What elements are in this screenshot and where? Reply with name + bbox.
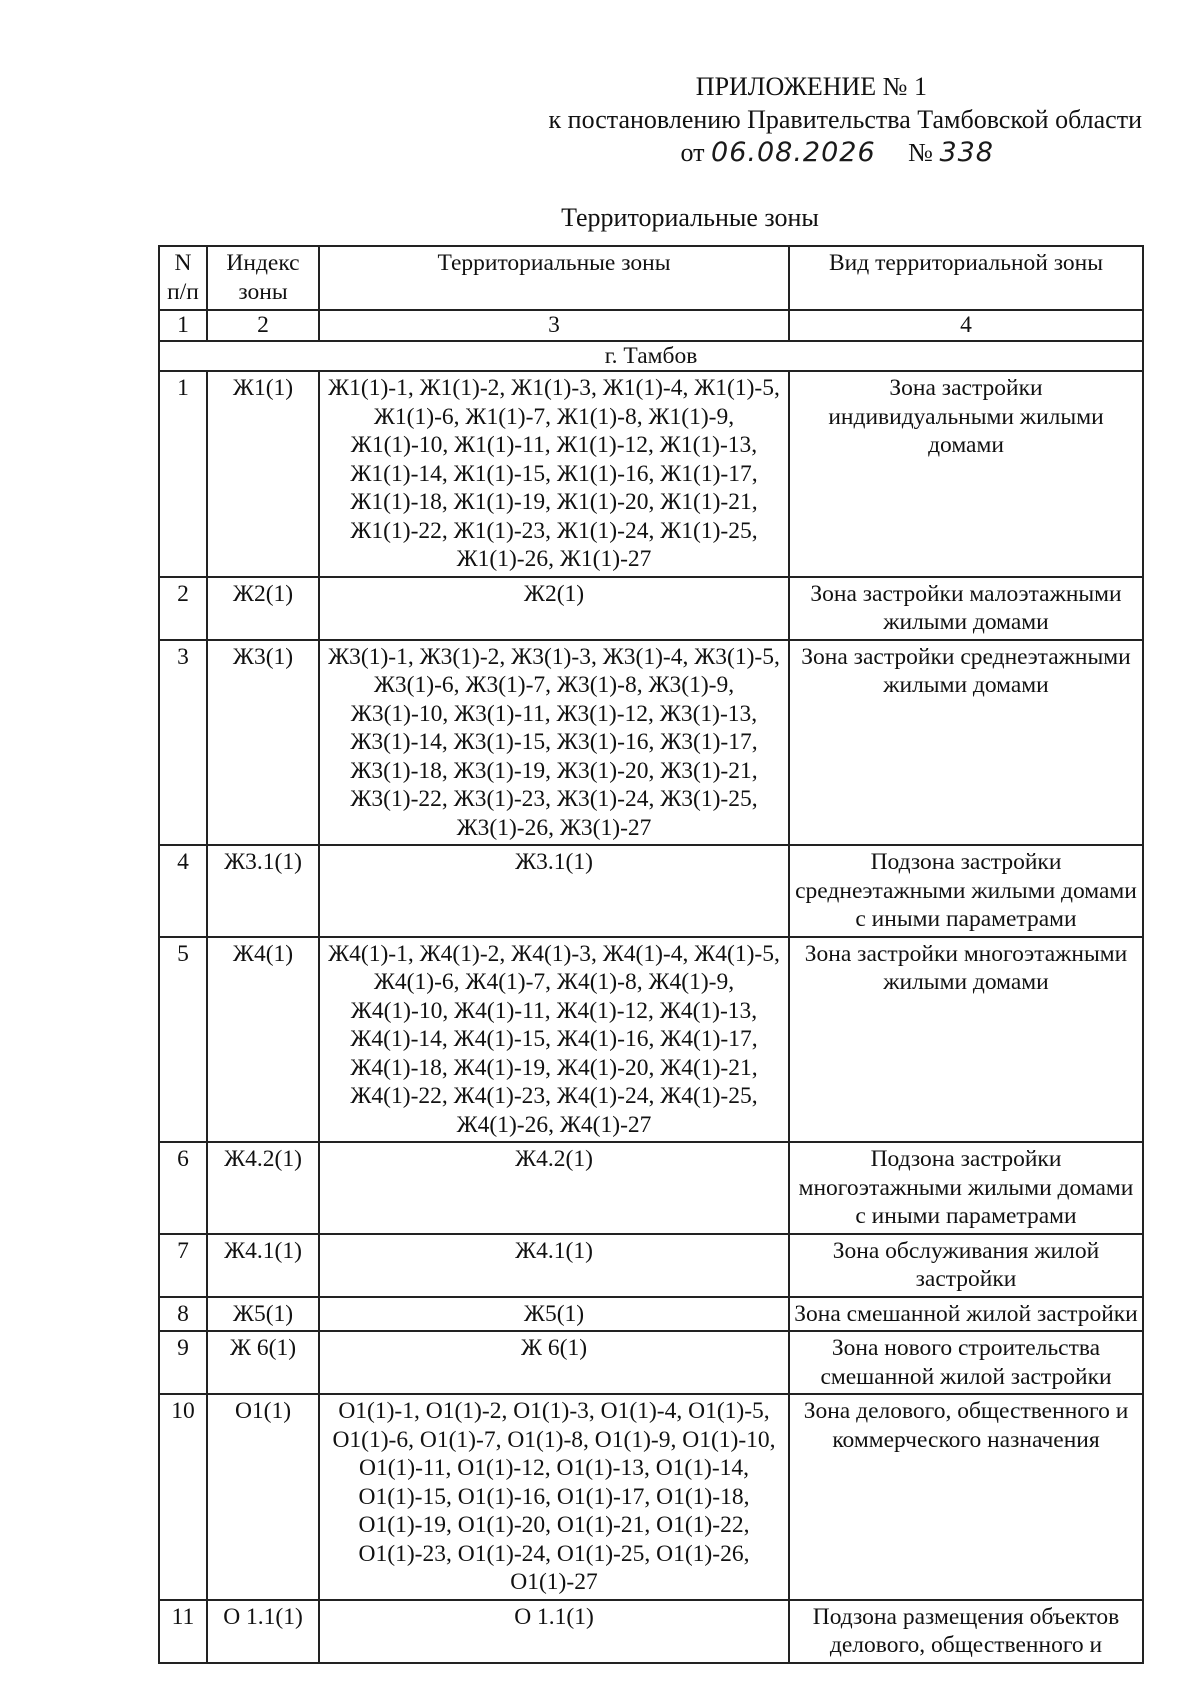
from-label: от — [680, 138, 705, 167]
zones-table — [158, 245, 1144, 1664]
table-header-row — [159, 246, 1143, 310]
zone-list: Ж5(1) — [319, 1297, 789, 1332]
zone-list: Ж4(1)-1, Ж4(1)-2, Ж4(1)-3, Ж4(1)-4, Ж4(1)-5, Ж4(1)-6, Ж4(1)-7, Ж4(1)-8, Ж4(1)-9, Ж4(1)-10, Ж4(1)-11, Ж4(1)-12, Ж4(1)-13, Ж4(1)-14, Ж4(1)-15, Ж4(1)-16, Ж4(1)-17, Ж4(1)-18, Ж4(1)-19, Ж4(1)-20, Ж4(1)-21, Ж4(1)-22, Ж4(1)-23, Ж4(1)-24, Ж4(1)-25, Ж4(1)-26, Ж4(1)-27 — [319, 937, 789, 1143]
zone-list: Ж 6(1) — [319, 1331, 789, 1394]
zone-list: Ж3(1)-1, Ж3(1)-2, Ж3(1)-3, Ж3(1)-4, Ж3(1)-5, Ж3(1)-6, Ж3(1)-7, Ж3(1)-8, Ж3(1)-9, Ж3(1)-10, Ж3(1)-11, Ж3(1)-12, Ж3(1)-13, Ж3(1)-14, Ж3(1)-15, Ж3(1)-16, Ж3(1)-17, Ж3(1)-18, Ж3(1)-19, Ж3(1)-20, Ж3(1)-21, Ж3(1)-22, Ж3(1)-23, Ж3(1)-24, Ж3(1)-25, Ж3(1)-26, Ж3(1)-27 — [319, 640, 789, 846]
zone-index: О 1.1(1) — [207, 1600, 319, 1663]
row-number: 11 — [159, 1600, 207, 1663]
zone-kind: Подзона размещения объектов делового, общественного и — [789, 1600, 1143, 1663]
table-row — [159, 1394, 1143, 1600]
zone-list: Ж2(1) — [319, 577, 789, 640]
row-number: 4 — [159, 845, 207, 937]
row-number: 5 — [159, 937, 207, 1143]
table-row — [159, 1234, 1143, 1297]
zone-kind: Зона застройки многоэтажными жилыми домами — [789, 937, 1143, 1143]
row-number: 7 — [159, 1234, 207, 1297]
header-kind: Вид территориальной зоны — [789, 246, 1143, 310]
handwritten-date: 06.08.2026 — [711, 137, 876, 168]
zone-kind: Подзона застройки среднеэтажными жилыми домами с иными параметрами — [789, 845, 1143, 937]
appendix-date-line — [442, 136, 1142, 169]
table-row — [159, 1600, 1143, 1663]
zone-kind: Подзона застройки многоэтажными жилыми домами с иными параметрами — [789, 1142, 1143, 1234]
table-row — [159, 937, 1143, 1143]
city-name: г. Тамбов — [159, 341, 1143, 372]
row-number: 10 — [159, 1394, 207, 1600]
zone-index: О1(1) — [207, 1394, 319, 1600]
table-row — [159, 1142, 1143, 1234]
zone-list: Ж4.1(1) — [319, 1234, 789, 1297]
document-title: Территориальные зоны — [561, 203, 819, 232]
header-zones: Территориальные зоны — [319, 246, 789, 310]
appendix-reference: к постановлению Правительства Тамбовской области — [548, 105, 1142, 134]
table-row — [159, 371, 1143, 577]
table-row — [159, 1297, 1143, 1332]
table-row — [159, 845, 1143, 937]
column-number: 2 — [207, 310, 319, 341]
zone-index: Ж 6(1) — [207, 1331, 319, 1394]
zone-kind: Зона обслуживания жилой застройки — [789, 1234, 1143, 1297]
zone-list: О1(1)-1, О1(1)-2, О1(1)-3, О1(1)-4, О1(1)-5, О1(1)-6, О1(1)-7, О1(1)-8, О1(1)-9, О1(1)-10, О1(1)-11, О1(1)-12, О1(1)-13, О1(1)-14, О1(1)-15, О1(1)-16, О1(1)-17, О1(1)-18, О1(1)-19, О1(1)-20, О1(1)-21, О1(1)-22, О1(1)-23, О1(1)-24, О1(1)-25, О1(1)-26, О1(1)-27 — [319, 1394, 789, 1600]
row-number: 3 — [159, 640, 207, 846]
header-num: N п/п — [159, 246, 207, 310]
header-index: Индекс зоны — [207, 246, 319, 310]
column-number: 4 — [789, 310, 1143, 341]
appendix-header — [442, 70, 1142, 169]
zone-kind: Зона смешанной жилой застройки — [789, 1297, 1143, 1332]
row-number: 9 — [159, 1331, 207, 1394]
row-number: 6 — [159, 1142, 207, 1234]
zone-index: Ж4.1(1) — [207, 1234, 319, 1297]
zone-kind: Зона застройки малоэтажными жилыми домами — [789, 577, 1143, 640]
row-number: 8 — [159, 1297, 207, 1332]
zone-index: Ж3(1) — [207, 640, 319, 846]
zone-index: Ж1(1) — [207, 371, 319, 577]
handwritten-number: 338 — [939, 137, 994, 168]
zone-list: Ж3.1(1) — [319, 845, 789, 937]
row-number: 1 — [159, 371, 207, 577]
column-number: 3 — [319, 310, 789, 341]
zone-kind: Зона застройки индивидуальными жилыми домами — [789, 371, 1143, 577]
zone-kind: Зона застройки среднеэтажными жилыми домами — [789, 640, 1143, 846]
table-row — [159, 1331, 1143, 1394]
zone-index: Ж2(1) — [207, 577, 319, 640]
zone-kind: Зона нового строительства смешанной жилой застройки — [789, 1331, 1143, 1394]
appendix-title: ПРИЛОЖЕНИЕ № 1 — [695, 72, 927, 101]
zone-index: Ж4.2(1) — [207, 1142, 319, 1234]
column-number-row — [159, 310, 1143, 341]
zone-list: О 1.1(1) — [319, 1600, 789, 1663]
zone-list: Ж4.2(1) — [319, 1142, 789, 1234]
zone-index: Ж3.1(1) — [207, 845, 319, 937]
column-number: 1 — [159, 310, 207, 341]
row-number: 2 — [159, 577, 207, 640]
city-row — [159, 341, 1143, 372]
table-row — [159, 577, 1143, 640]
zone-index: Ж5(1) — [207, 1297, 319, 1332]
zone-list: Ж1(1)-1, Ж1(1)-2, Ж1(1)-3, Ж1(1)-4, Ж1(1)-5, Ж1(1)-6, Ж1(1)-7, Ж1(1)-8, Ж1(1)-9, Ж1(1)-10, Ж1(1)-11, Ж1(1)-12, Ж1(1)-13, Ж1(1)-14, Ж1(1)-15, Ж1(1)-16, Ж1(1)-17, Ж1(1)-18, Ж1(1)-19, Ж1(1)-20, Ж1(1)-21, Ж1(1)-22, Ж1(1)-23, Ж1(1)-24, Ж1(1)-25, Ж1(1)-26, Ж1(1)-27 — [319, 371, 789, 577]
zone-index: Ж4(1) — [207, 937, 319, 1143]
table-row — [159, 640, 1143, 846]
zone-kind: Зона делового, общественного и коммерческого назначения — [789, 1394, 1143, 1600]
number-label: № — [908, 138, 933, 167]
